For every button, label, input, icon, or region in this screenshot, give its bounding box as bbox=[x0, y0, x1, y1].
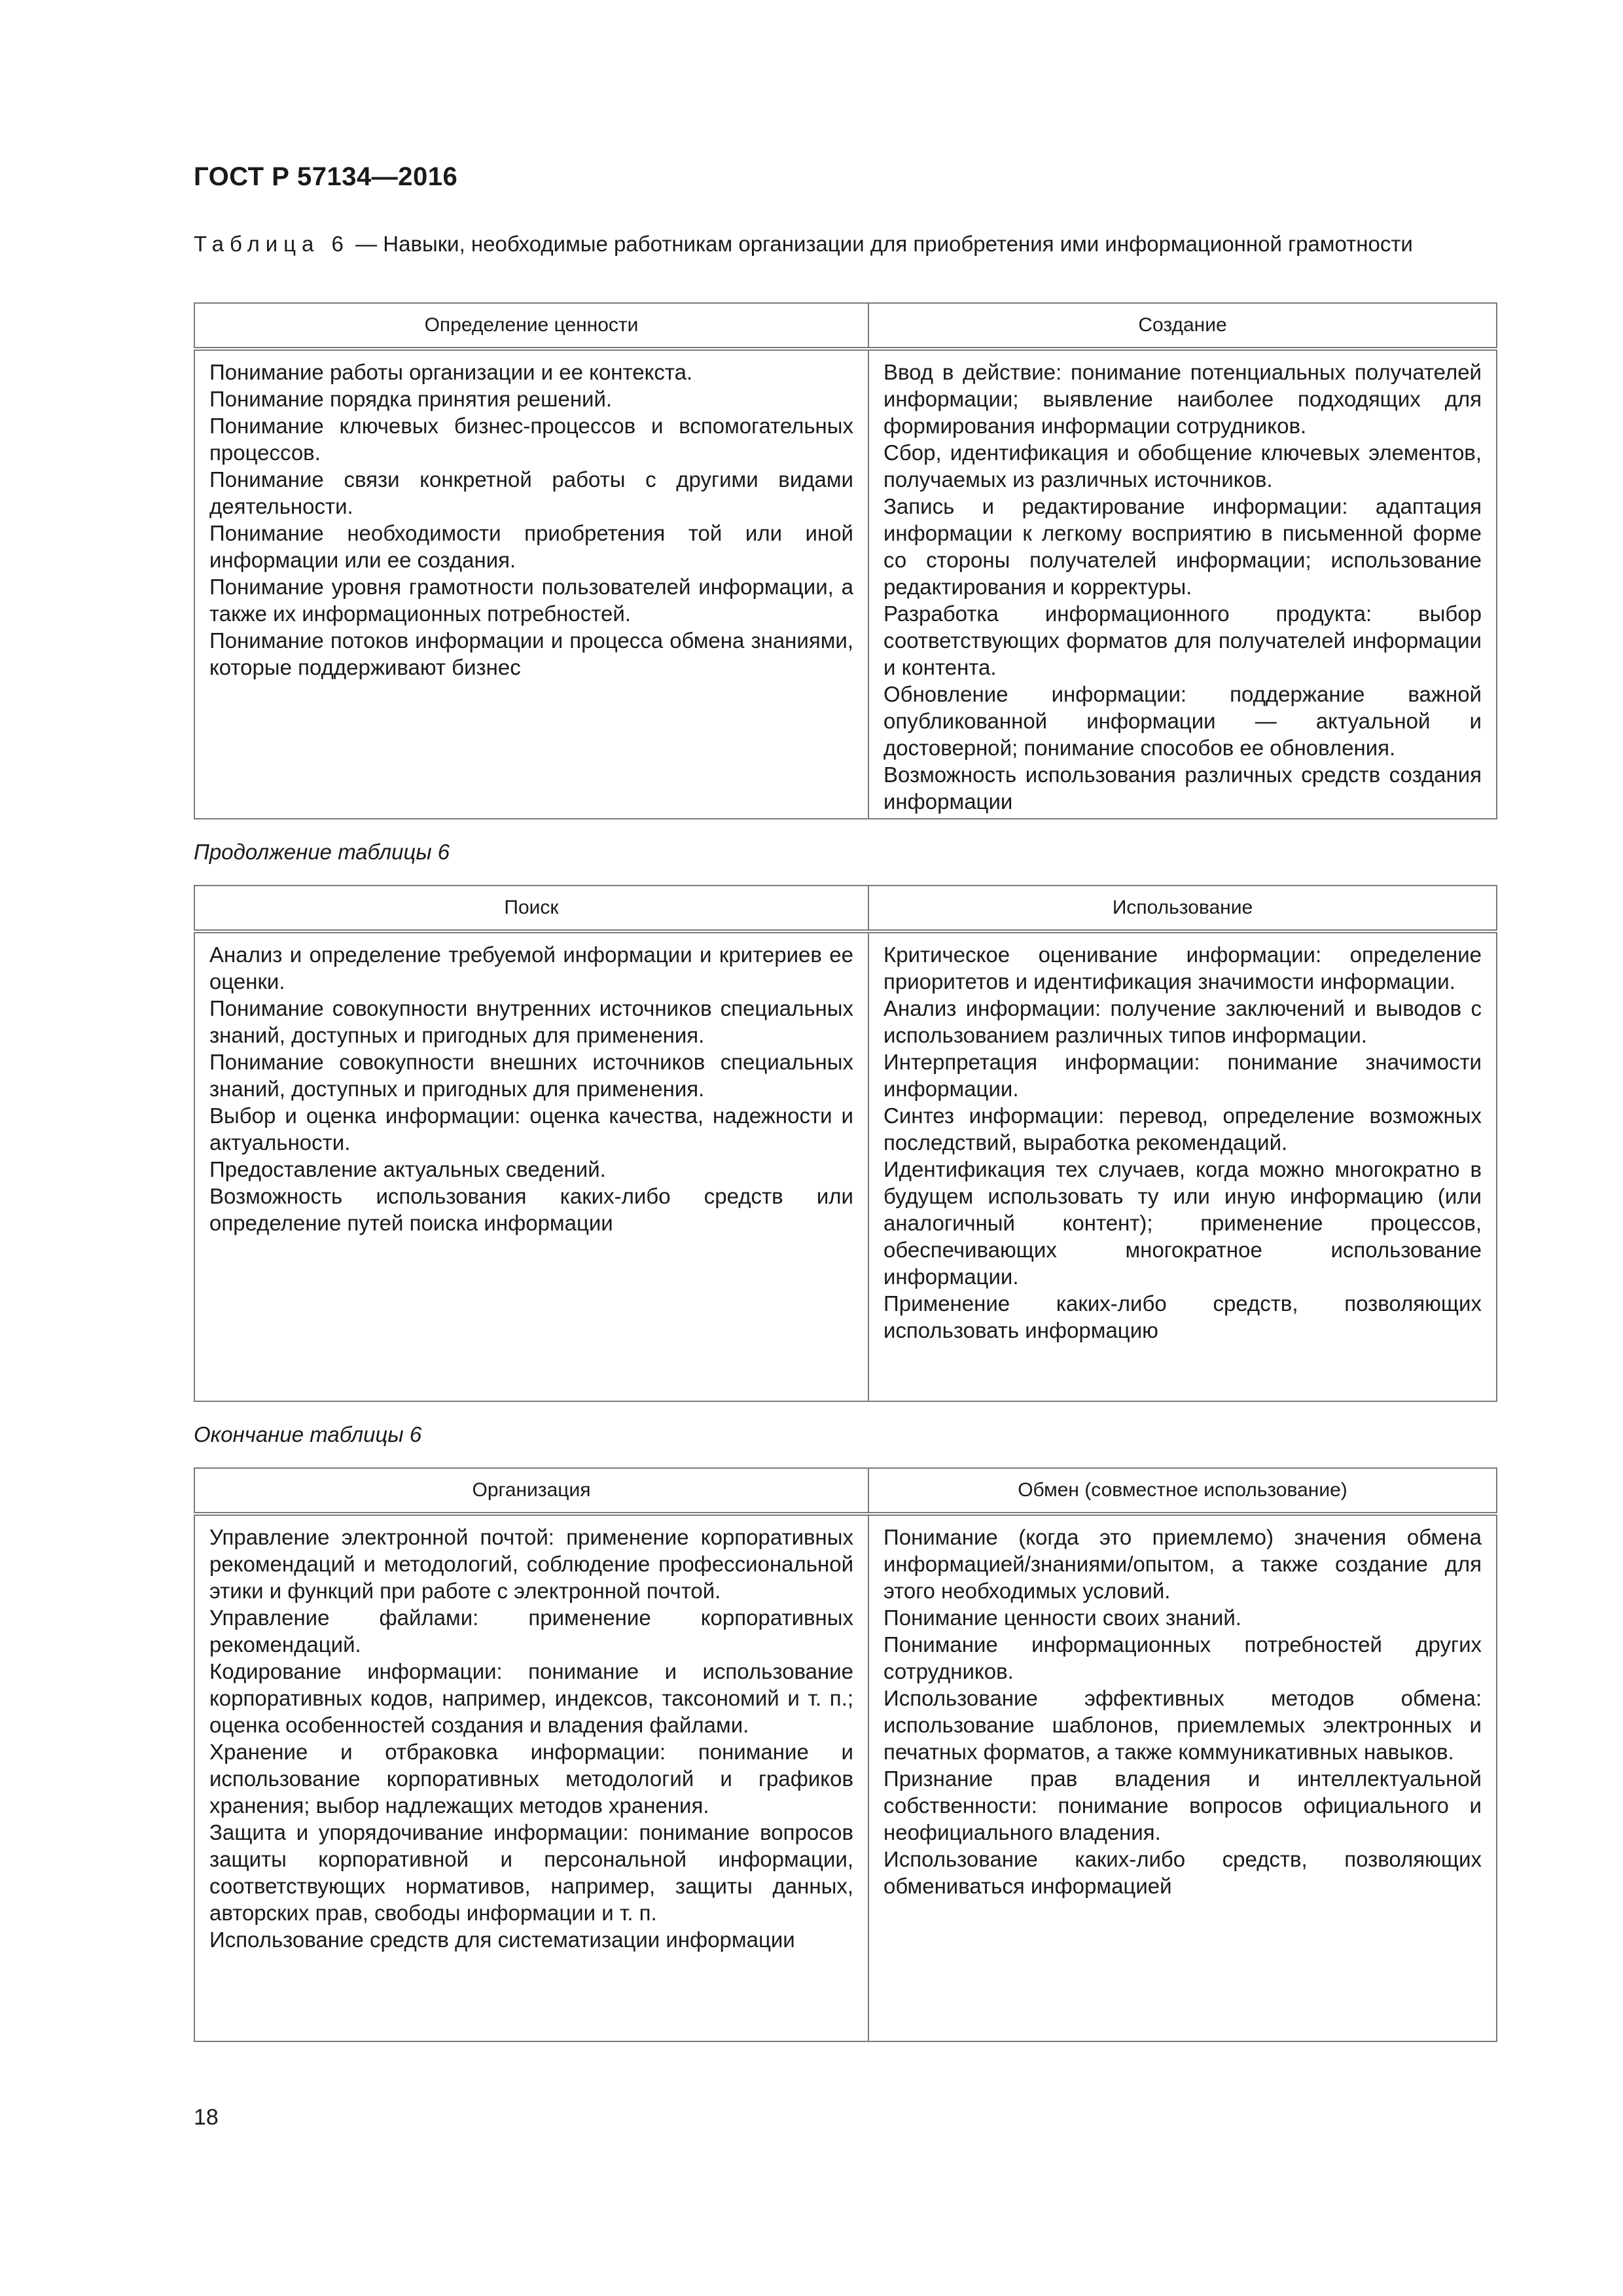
list-item: Признание прав владения и интеллектуальной собственности: понимание вопросов официального и неофициального владения. bbox=[883, 1767, 1482, 1844]
list-item: Сбор, идентификация и обобщение ключевых элементов, получаемых из различных источников. bbox=[883, 440, 1482, 492]
table-cell bbox=[194, 349, 868, 819]
list-item: Хранение и отбраковка информации: понимание и использование корпоративных методологий и графиков хранения; выбор надлежащих методов хранения. bbox=[209, 1740, 853, 1818]
list-item: Разработка информационного продукта: выбор соответствующих форматов для получателей информации и контента. bbox=[883, 601, 1482, 679]
list-item: Выбор и оценка информации: оценка качества, надежности и актуальности. bbox=[209, 1103, 853, 1155]
list-item: Идентификация тех случаев, когда можно многократно в будущем использовать ту или иную информацию (или аналогичный контент); применение процессов, обеспечивающих многократное использование информации. bbox=[883, 1157, 1482, 1289]
list-item: Понимание связи конкретной работы с другими видами деятельности. bbox=[209, 467, 853, 518]
list-item: Запись и редактирование информации: адаптация информации к легкому восприятию в письменной форме со стороны получателей информации; использование редактирования и корректуры. bbox=[883, 494, 1482, 599]
list-item: Использование эффективных методов обмена: использование шаблонов, приемлемых электронных и печатных форматов, а также коммуникативных навыков. bbox=[883, 1686, 1482, 1764]
table-caption-text: — Навыки, необходимые работникам организации для приобретения ими информационной грамотности bbox=[349, 232, 1413, 256]
list-item: Использование каких-либо средств, позволяющих обмениваться информацией bbox=[883, 1847, 1482, 1898]
list-item: Обновление информации: поддержание важной опубликованной информации — актуальной и достоверной; понимание способов ее обновления. bbox=[883, 682, 1482, 760]
list-item: Понимание совокупности внутренних источников специальных знаний, доступных и пригодных для применения. bbox=[209, 996, 853, 1047]
list-item: Ввод в действие: понимание потенциальных получателей информации; выявление наиболее подходящих для формирования информации сотрудников. bbox=[883, 360, 1482, 438]
list-item: Использование средств для систематизации информации bbox=[209, 1928, 795, 1952]
column-header: Поиск bbox=[194, 886, 868, 931]
list-item: Управление файлами: применение корпоративных рекомендаций. bbox=[209, 1605, 853, 1657]
continuation-label: Продолжение таблицы 6 bbox=[194, 840, 450, 864]
list-item: Применение каких-либо средств, позволяющих использовать информацию bbox=[883, 1291, 1482, 1342]
list-item: Понимание порядка принятия решений. bbox=[209, 387, 613, 411]
table-cell bbox=[868, 931, 1497, 1401]
list-item: Анализ информации: получение заключений и выводов с использованием различных типов информации. bbox=[883, 996, 1482, 1047]
column-header: Определение ценности bbox=[194, 303, 868, 349]
list-item: Критическое оценивание информации: определение приоритетов и идентификация значимости информации. bbox=[883, 942, 1482, 994]
list-item: Интерпретация информации: понимание значимости информации. bbox=[883, 1050, 1482, 1101]
list-item: Анализ и определение требуемой информации и критериев ее оценки. bbox=[209, 942, 853, 994]
page-number: 18 bbox=[194, 2105, 219, 2130]
table-caption-prefix: Таблица 6 bbox=[194, 232, 349, 256]
list-item: Защита и упорядочивание информации: понимание вопросов защиты корпоративной и персональной информации, соответствующих нормативов, например, защиты данных, авторских прав, свободы информации и т. п. bbox=[209, 1820, 853, 1925]
list-item: Понимание потоков информации и процесса обмена знаниями, которые поддерживают бизнес bbox=[209, 628, 853, 679]
list-item: Понимание (когда это приемлемо) значения обмена информацией/знаниями/опытом, а также создание для этого необходимых условий. bbox=[883, 1525, 1482, 1603]
column-header: Создание bbox=[868, 303, 1497, 349]
table-part-1 bbox=[194, 302, 1497, 819]
list-item: Понимание уровня грамотности пользователей информации, а также их информационных потребностей. bbox=[209, 575, 853, 626]
column-header: Обмен (совместное использование) bbox=[868, 1468, 1497, 1514]
table-cell bbox=[194, 1514, 868, 2041]
table-part-3 bbox=[194, 1467, 1497, 2042]
list-item: Понимание необходимости приобретения той или иной информации или ее создания. bbox=[209, 521, 853, 572]
ending-label: Окончание таблицы 6 bbox=[194, 1422, 422, 1446]
table-caption bbox=[194, 230, 1496, 258]
list-item: Понимание ключевых бизнес-процессов и вспомогательных процессов. bbox=[209, 414, 853, 465]
list-item: Синтез информации: перевод, определение возможных последствий, выработка рекомендаций. bbox=[883, 1103, 1482, 1155]
column-header: Организация bbox=[194, 1468, 868, 1514]
list-item: Управление электронной почтой: применение корпоративных рекомендаций и методологий, соблюдение профессиональной этики и функций при работе с электронной почтой. bbox=[209, 1525, 853, 1603]
list-item: Понимание информационных потребностей других сотрудников. bbox=[883, 1632, 1482, 1683]
column-header: Использование bbox=[868, 886, 1497, 931]
list-item: Понимание совокупности внешних источников специальных знаний, доступных и пригодных для применения. bbox=[209, 1050, 853, 1101]
list-item: Понимание работы организации и ее контекста. bbox=[209, 360, 693, 384]
list-item: Возможность использования каких-либо средств или определение путей поиска информации bbox=[209, 1184, 853, 1235]
table-cell bbox=[194, 931, 868, 1401]
list-item: Понимание ценности своих знаний. bbox=[883, 1605, 1241, 1630]
table-cell bbox=[868, 1514, 1497, 2041]
list-item: Возможность использования различных средств создания информации bbox=[883, 762, 1482, 814]
table-part-2 bbox=[194, 885, 1497, 1402]
list-item: Кодирование информации: понимание и использование корпоративных кодов, например, индексов, таксономий и т. п.; оценка особенностей создания и владения файлами. bbox=[209, 1659, 853, 1737]
table-cell bbox=[868, 349, 1497, 819]
list-item: Предоставление актуальных сведений. bbox=[209, 1157, 606, 1181]
document-id: ГОСТ Р 57134—2016 bbox=[194, 162, 458, 191]
